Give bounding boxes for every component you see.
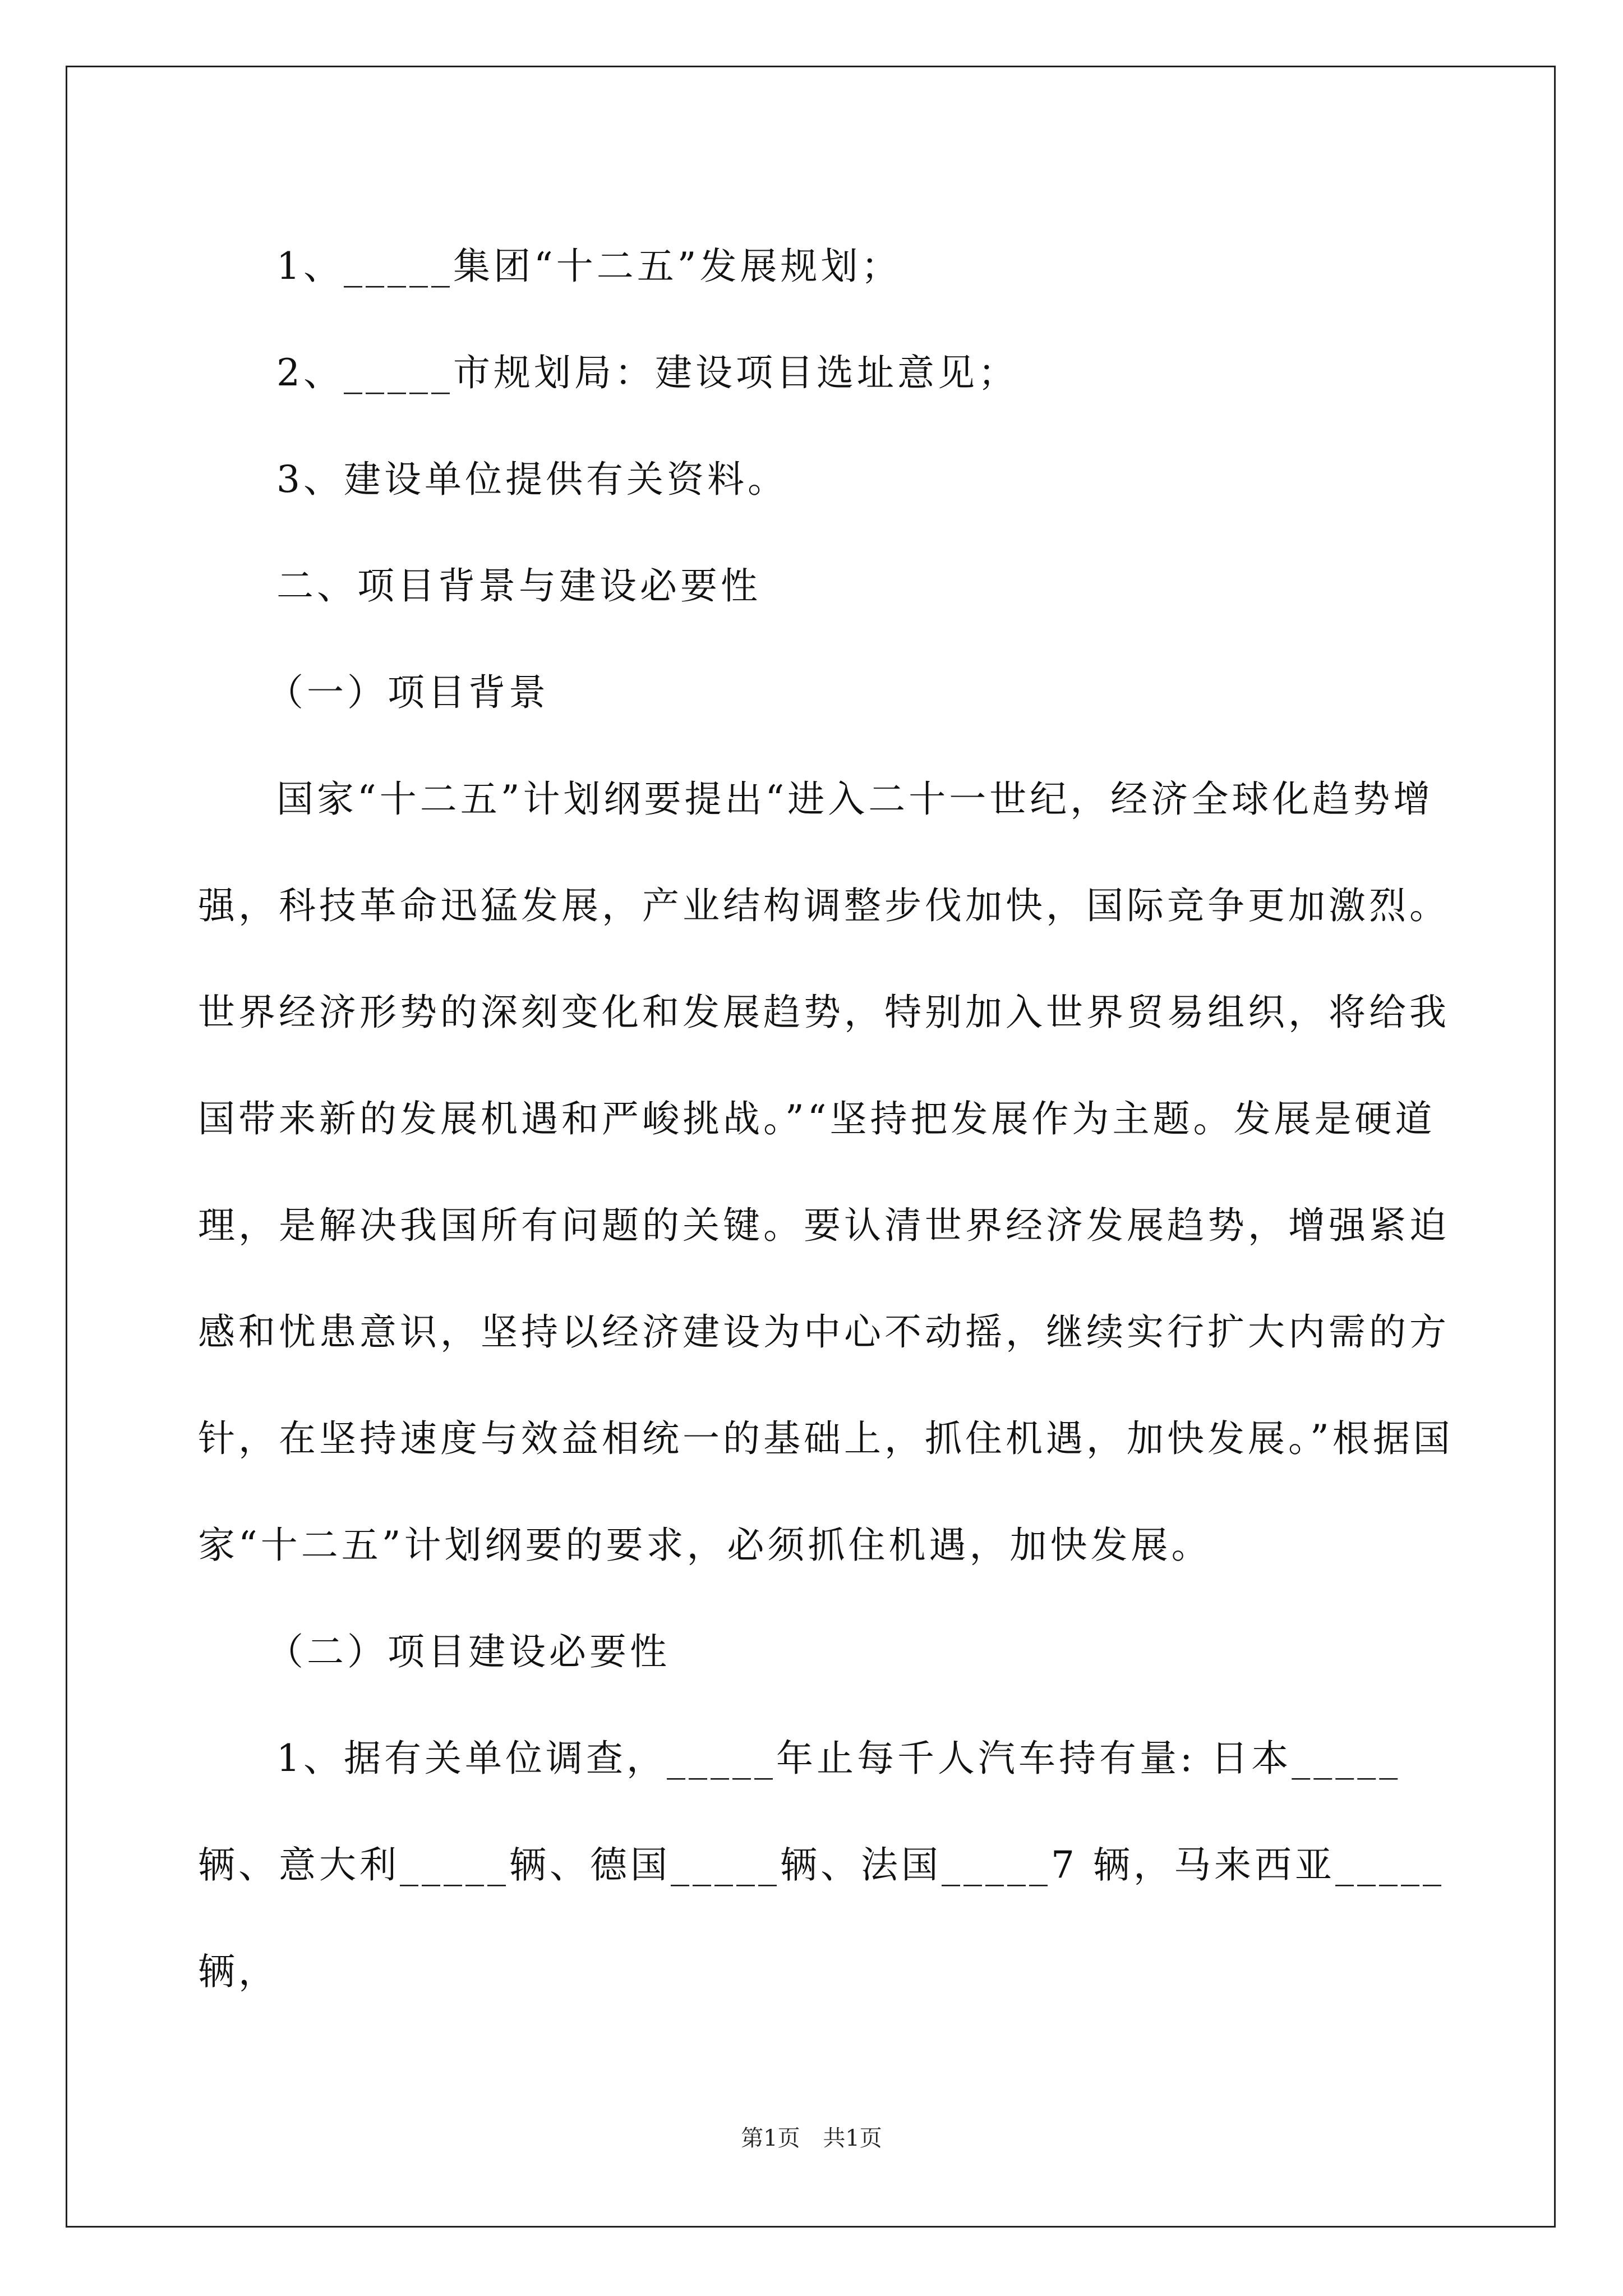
subsection-heading-necessity: （二）项目建设必要性 <box>266 1630 670 1673</box>
reference-item-2: 2、_____市规划局：建设项目选址意见； <box>276 351 1018 394</box>
necessity-paragraph-1: 1、据有关单位调查，_____年止每千人汽车持有量: 日本_____辆、意大利_____辆、德国_____辆、法国_____7 辆，马来西亚_____辆， <box>198 1737 1445 1993</box>
page-number: 第1页 <box>741 2125 800 2151</box>
reference-item-3: 3、建设单位提供有关资料。 <box>276 458 788 501</box>
background-paragraph: 国家“十二五”计划纲要提出“进入二十一世纪，经济全球化趋势增强，科技革命迅猛发展，产业结构调整步伐加快，国际竞争更加激烈。世界经济形势的深刻变化和发展趋势，特别加入世界贸易组织，将给我国带来新的发展机遇和严峻挑战。”“坚持把发展作为主题。发展是硬道理，是解决我国所有问题的关键。要认清世界经济发展趋势，增强紧迫感和忧患意识，坚持以经济建设为中心不动摇，继续实行扩大内需的方针，在坚持速度与效益相统一的基础上，抓住机遇，加快发展。”根据国家“十二五”计划纲要的要求，必须抓住机遇，加快发展。 <box>198 777 1454 1567</box>
subsection-heading-background: （一）项目背景 <box>266 671 549 714</box>
page-total: 共1页 <box>823 2125 882 2151</box>
page-footer <box>0 2120 1623 2152</box>
section-heading: 二、项目背景与建设必要性 <box>276 564 761 608</box>
document-body <box>198 213 1468 2025</box>
reference-item-1: 1、_____集团“十二五”发展规划； <box>276 245 902 288</box>
